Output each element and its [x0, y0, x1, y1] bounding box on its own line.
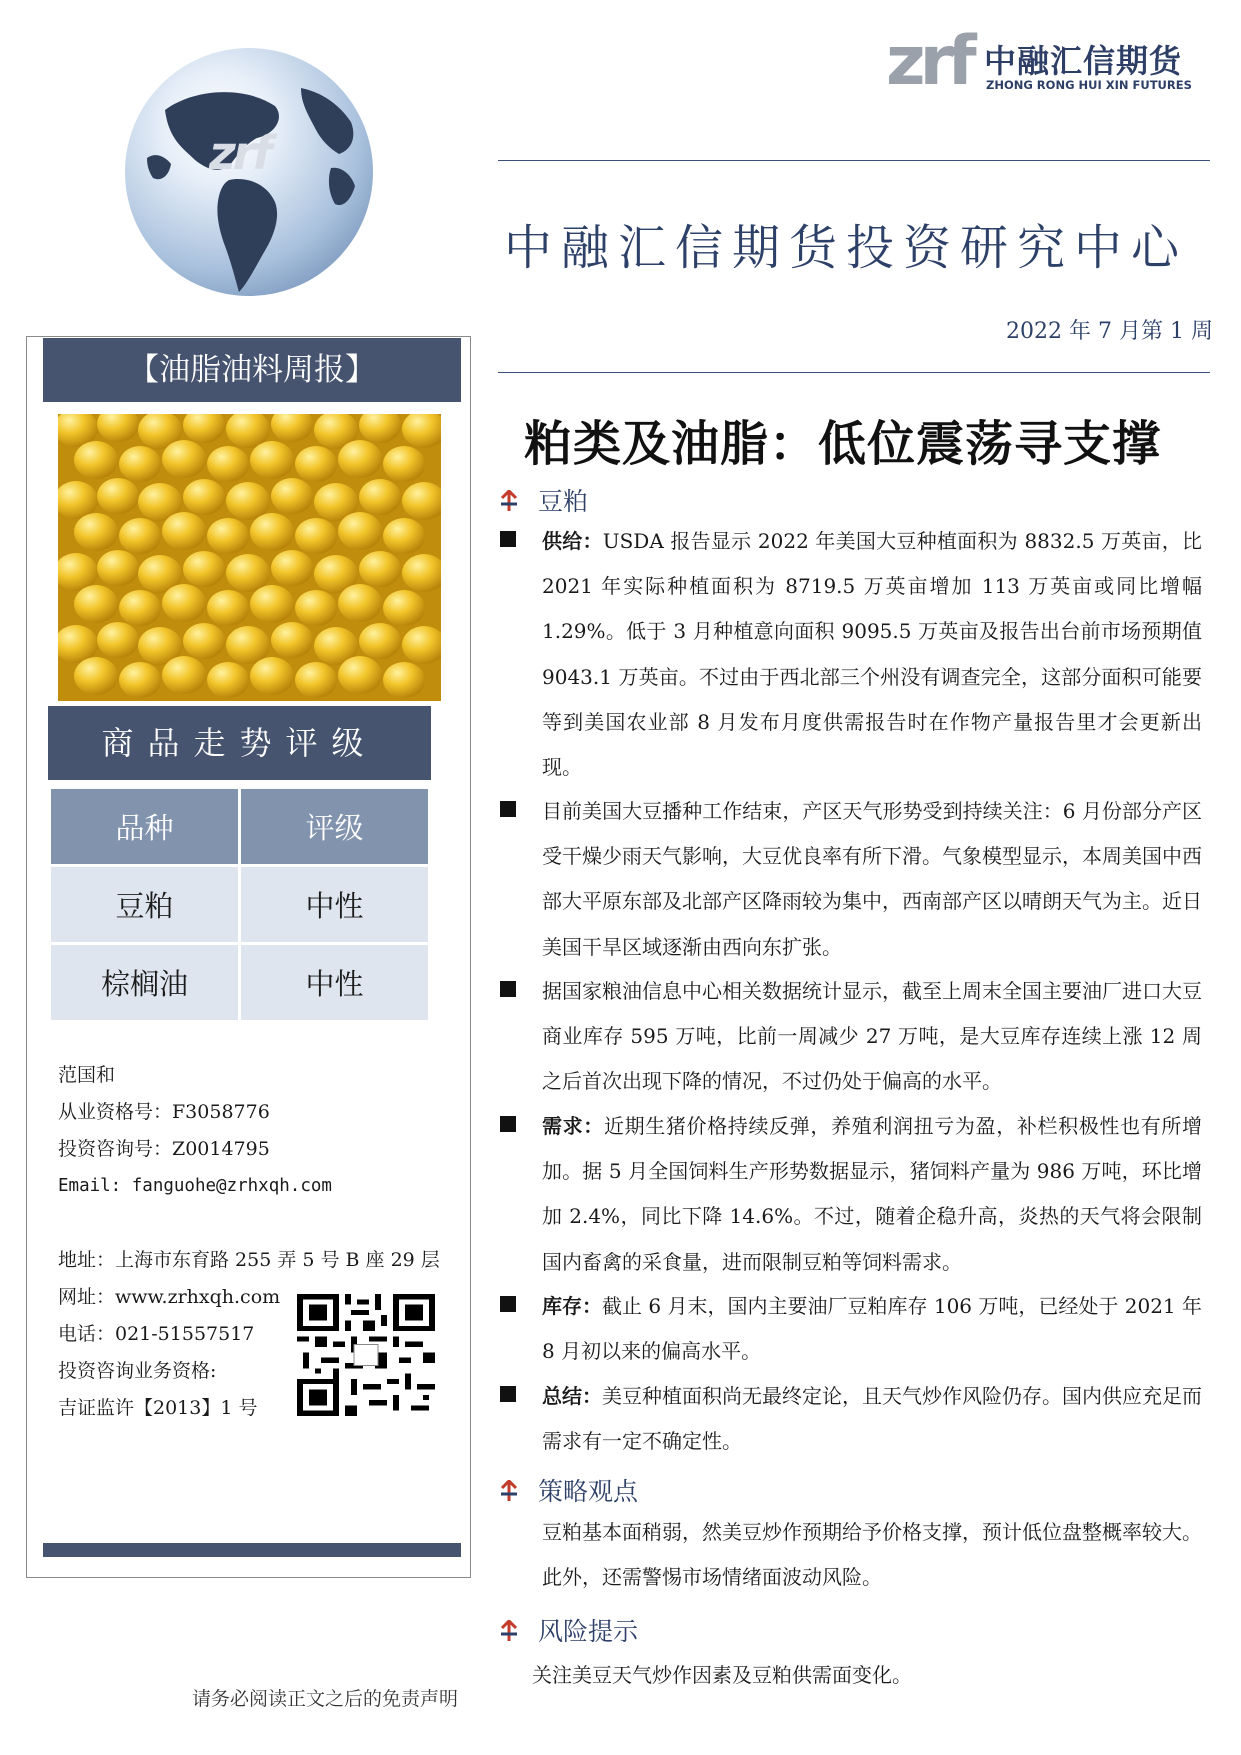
company-website[interactable]: 网址：www.zrhxqh.com: [58, 1286, 281, 1308]
rating-commodity: 棕榈油: [50, 944, 240, 1022]
section-marker-icon: [498, 1619, 520, 1648]
bullet-marker: [500, 1386, 516, 1402]
report-type-banner: 【油脂油料周报】: [43, 338, 461, 402]
bullet-marker: [500, 1116, 516, 1132]
license-number: 吉证监许【2013】1 号: [58, 1397, 258, 1419]
bullet-supply: [542, 519, 1202, 790]
header-rule-top: [498, 160, 1210, 161]
bullet-stock: [542, 1284, 1202, 1374]
rating-commodity: 豆粕: [50, 866, 240, 944]
company-phone: 电话：021-51557517: [58, 1323, 255, 1345]
header-rule-bottom: [498, 372, 1210, 373]
section-risk-label: 风险提示: [538, 1617, 639, 1646]
rating-header-rating: 评级: [240, 788, 430, 866]
bullet-marker: [500, 531, 516, 547]
rating-table-header: [50, 788, 430, 866]
report-title: 粕类及油脂：低位震荡寻支撑: [524, 416, 1162, 472]
license-label: 投资咨询业务资格:: [58, 1360, 217, 1382]
strategy-text: 豆粕基本面稍弱，然美豆炒作预期给予价格支撑，预计低位盘整概率较大。此外，还需警惕市场情绪面波动风险。: [542, 1520, 1202, 1589]
bullet-label: 库存：: [542, 1294, 603, 1318]
sidebar-footer-bar: [43, 1543, 461, 1557]
bullet-text: 美豆种植面积尚无最终定论，且天气炒作风险仍存。国内供应充足而需求有一定不确定性。: [542, 1384, 1202, 1454]
rating-value: 中性: [240, 944, 430, 1022]
bullet-label: 需求：: [542, 1114, 604, 1138]
bullet-text: 据国家粮油信息中心相关数据统计显示，截至上周末全国主要油厂进口大豆商业库存 595 万吨，比前一周减少 27 万吨，是大豆库存连续上涨 12 周之后首次出现下降的情况，不过仍处于偏高的水平。: [542, 979, 1202, 1094]
section-soymeal-heading: [498, 482, 588, 518]
section-risk-heading: [498, 1612, 638, 1648]
bullet-label: 总结：: [542, 1384, 602, 1408]
rating-value: 中性: [240, 866, 430, 944]
section-marker-icon: [498, 1479, 520, 1508]
table-row: [50, 944, 430, 1022]
center-title: 中融汇信期货投资研究中心: [504, 220, 1189, 276]
bullet-summary: [542, 1374, 1202, 1464]
logo-en: ZHONG RONG HUI XIN FUTURES: [986, 78, 1192, 92]
bullet-text: USDA 报告显示 2022 年美国大豆种植面积为 8832.5 万英亩，比 2021 年实际种植面积为 8719.5 万英亩增加 113 万英亩或同比增幅 1.29%。低于 3 月种植意向面积 9095.5 万英亩及报告出台前市场预期值 9043.1 万英亩。不过由于西北部三个州没有调查完全，这部分面积可能要等到美国农业部 8 月发布月度供需报告时在作物产量报告里才会更新出现。: [542, 529, 1203, 780]
section-strategy-label: 策略观点: [538, 1477, 639, 1506]
risk-text: 关注美豆天气炒作因素及豆粕供需面变化。: [532, 1663, 912, 1687]
bullet-weather: [542, 789, 1202, 970]
rating-title: 商品走势评级: [48, 706, 431, 780]
company-logo: [886, 22, 1216, 102]
soybean-image: [58, 414, 441, 701]
company-address: 地址：上海市东育路 255 弄 5 号 B 座 29 层: [58, 1249, 440, 1271]
disclaimer-note: 请务必阅读正文之后的免责声明: [192, 1688, 459, 1710]
bullet-demand: [542, 1104, 1202, 1285]
bullet-text: 截止 6 月末，国内主要油厂豆粕库存 106 万吨，已经处于 2021 年 8 月初以来的偏高水平。: [542, 1294, 1202, 1364]
bullet-label: 供给：: [542, 529, 603, 553]
bullet-marker: [500, 1296, 516, 1312]
logo-cn: 中融汇信期货: [984, 42, 1183, 80]
analyst-name: 范国和: [58, 1064, 116, 1086]
bullet-inventory-beans: [542, 969, 1202, 1105]
table-row: [50, 866, 430, 944]
rating-header-commodity: 品种: [50, 788, 240, 866]
globe-mark: zrf: [209, 126, 270, 180]
section-soymeal-label: 豆粕: [538, 487, 589, 516]
qr-code-icon[interactable]: [297, 1294, 435, 1416]
bullet-marker: [500, 801, 516, 817]
bullet-marker: [500, 981, 516, 997]
globe-logo: [125, 48, 373, 296]
bullet-text: 目前美国大豆播种工作结束，产区天气形势受到持续关注：6 月份部分产区受干燥少雨天气影响，大豆优良率有所下滑。气象模型显示，本周美国中西部大平原东部及北部产区降雨较为集中，西南部产区以晴朗天气为主。近日美国干旱区域逐渐由西向东扩张。: [542, 799, 1202, 959]
section-marker-icon: [498, 489, 520, 518]
analyst-email[interactable]: Email: fanguohe@zrhxqh.com: [58, 1176, 332, 1196]
logo-mark: zrf: [886, 22, 971, 101]
bullet-text: 近期生猪价格持续反弹，养殖利润扭亏为盈，补栏积极性也有所增加。据 5 月全国饲料生产形势数据显示，猪饲料产量为 986 万吨，环比增加 2.4%，同比下降 14.6%。不过，随着企稳升高，炎热的天气将会限制国内畜禽的采食量，进而限制豆粕等饲料需求。: [542, 1114, 1203, 1274]
analyst-consult-number: 投资咨询号：Z0014795: [58, 1138, 270, 1160]
rating-table: [48, 786, 431, 1023]
report-week: 2022 年 7 月第 1 周: [1006, 319, 1213, 344]
analyst-qualification: 从业资格号：F3058776: [58, 1101, 270, 1123]
section-strategy-heading: [498, 1472, 638, 1508]
